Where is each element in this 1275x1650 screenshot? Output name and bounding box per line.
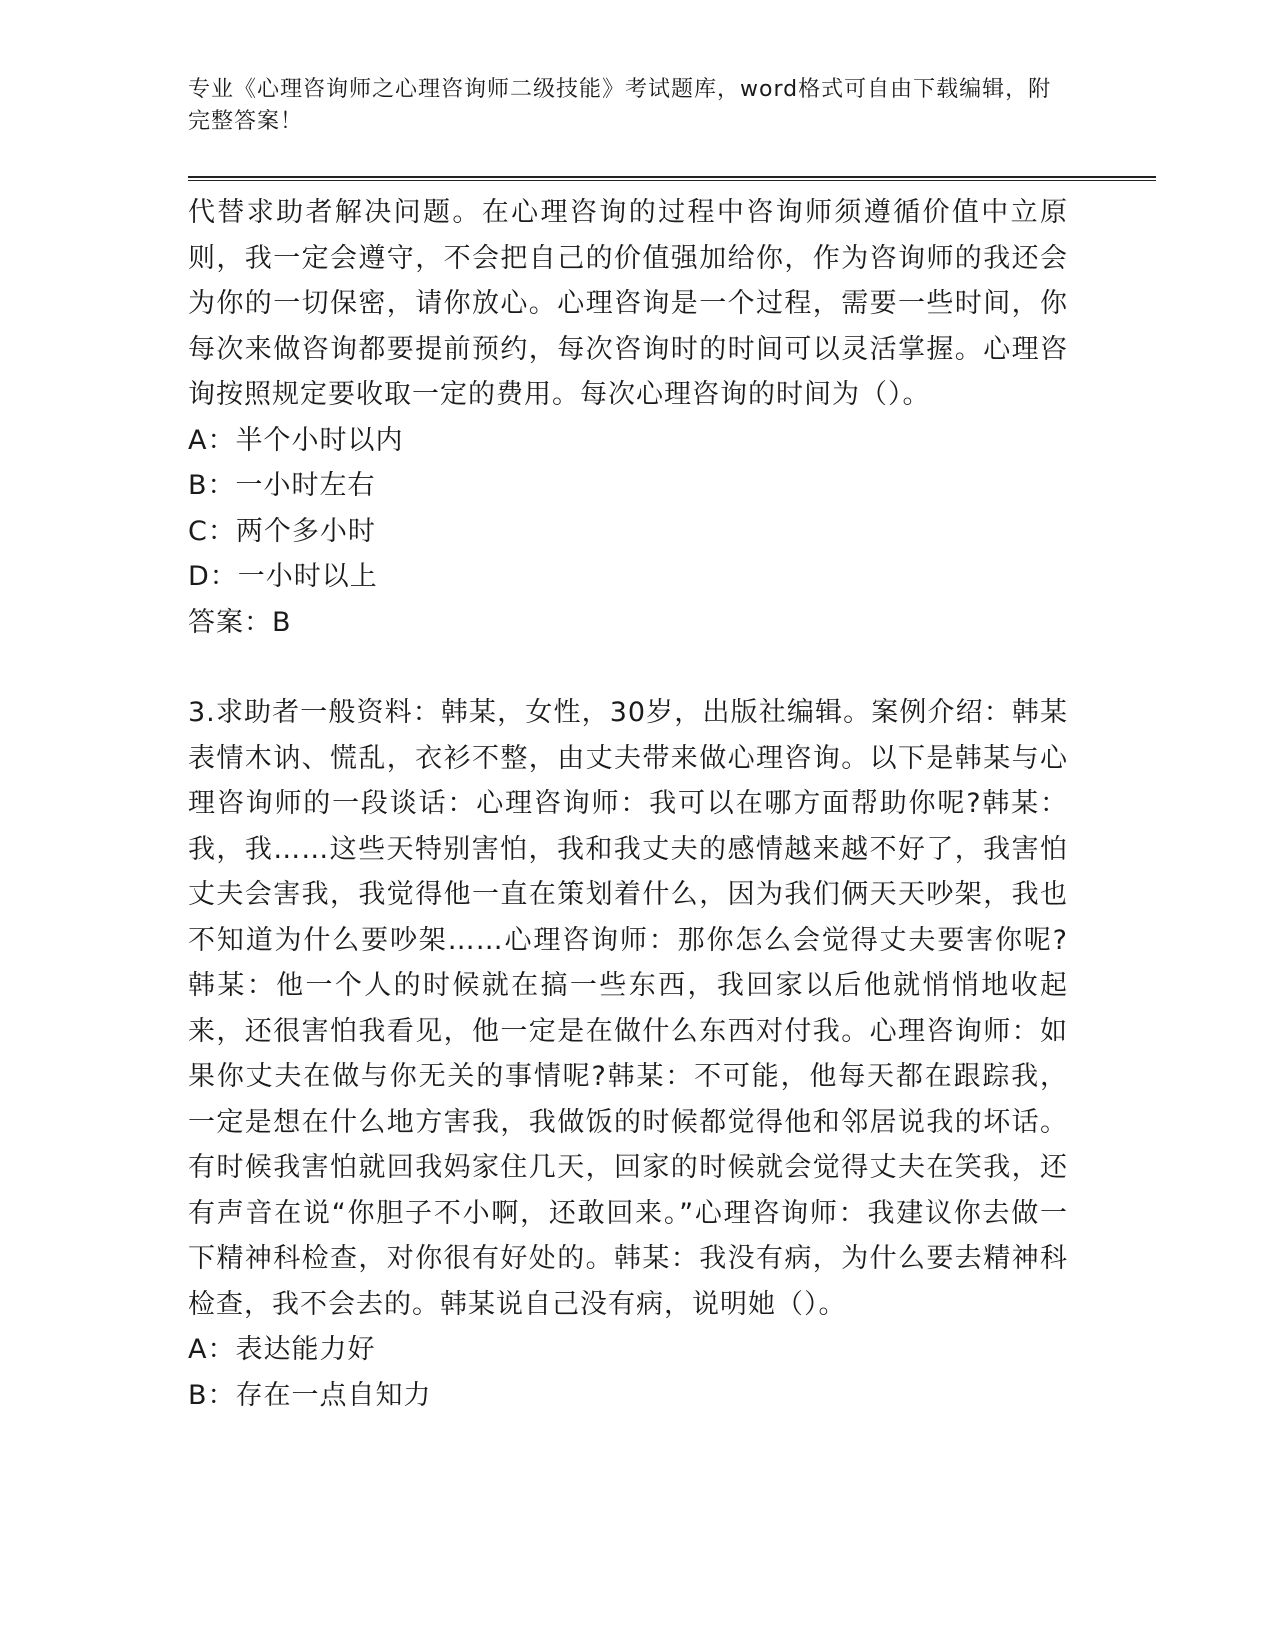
question-2-option-b: B：一小时左右 [188,470,376,501]
question-3 [188,690,1068,1418]
question-2 [188,190,1068,645]
question-2-answer: 答案：B [188,606,292,638]
question-2-stem: 代替求助者解决问题。在心理咨询的过程中咨询师须遵循价值中立原则，我一定会遵守，不会把自己的价值强加给你，作为咨询师的我还会为你的一切保密，请你放心。心理咨询是一个过程，需要一些时间，你每次来做咨询都要提前预约，每次咨询时的时间可以灵活掌握。心理咨询按照规定要收取一定的费用。每次心理咨询的时间为（）。 [188,197,1068,410]
question-2-option-d: D：一小时以上 [188,561,378,592]
question-2-option-a: A：半个小时以内 [188,424,404,456]
page-header: 专业《心理咨询师之心理咨询师二级技能》考试题库，word格式可自由下载编辑，附完整答案！ [188,77,1052,134]
question-3-option-a: A：表达能力好 [188,1334,376,1365]
question-spacer [188,645,1068,690]
question-3-stem: 3.求助者一般资料：韩某，女性，30岁，出版社编辑。案例介绍：韩某表情木讷、慌乱，衣衫不整，由丈夫带来做心理咨询。以下是韩某与心理咨询师的一段谈话：心理咨询师：我可以在哪方面帮助你呢?韩某：我，我……这些天特别害怕，我和我丈夫的感情越来越不好了，我害怕丈夫会害我，我觉得他一直在策划着什么，因为我们俩天天吵架，我也不知道为什么要吵架……心理咨询师：那你怎么会觉得丈夫要害你呢?韩某：他一个人的时候就在搞一些东西，我回家以后他就悄悄地收起来，还很害怕我看见，他一定是在做什么东西对付我。心理咨询师：如果你丈夫在做与你无关的事情呢?韩某：不可能，他每天都在跟踪我，一定是想在什么地方害我，我做饭的时候都觉得他和邻居说我的坏话。有时候我害怕就回我妈家住几天，回家的时候就会觉得丈夫在笑我，还有声音在说“你胆子不小啊，还敢回来。”心理咨询师：我建议你去做一下精神科检查，对你很有好处的。韩某：我没有病，为什么要去精神科检查，我不会去的。韩某说自己没有病，说明她（）。 [188,697,1068,1320]
header-divider [188,176,1156,181]
document-body [188,190,1068,1418]
question-3-option-b: B：存在一点自知力 [188,1379,432,1411]
question-2-option-c: C：两个多小时 [188,515,376,547]
